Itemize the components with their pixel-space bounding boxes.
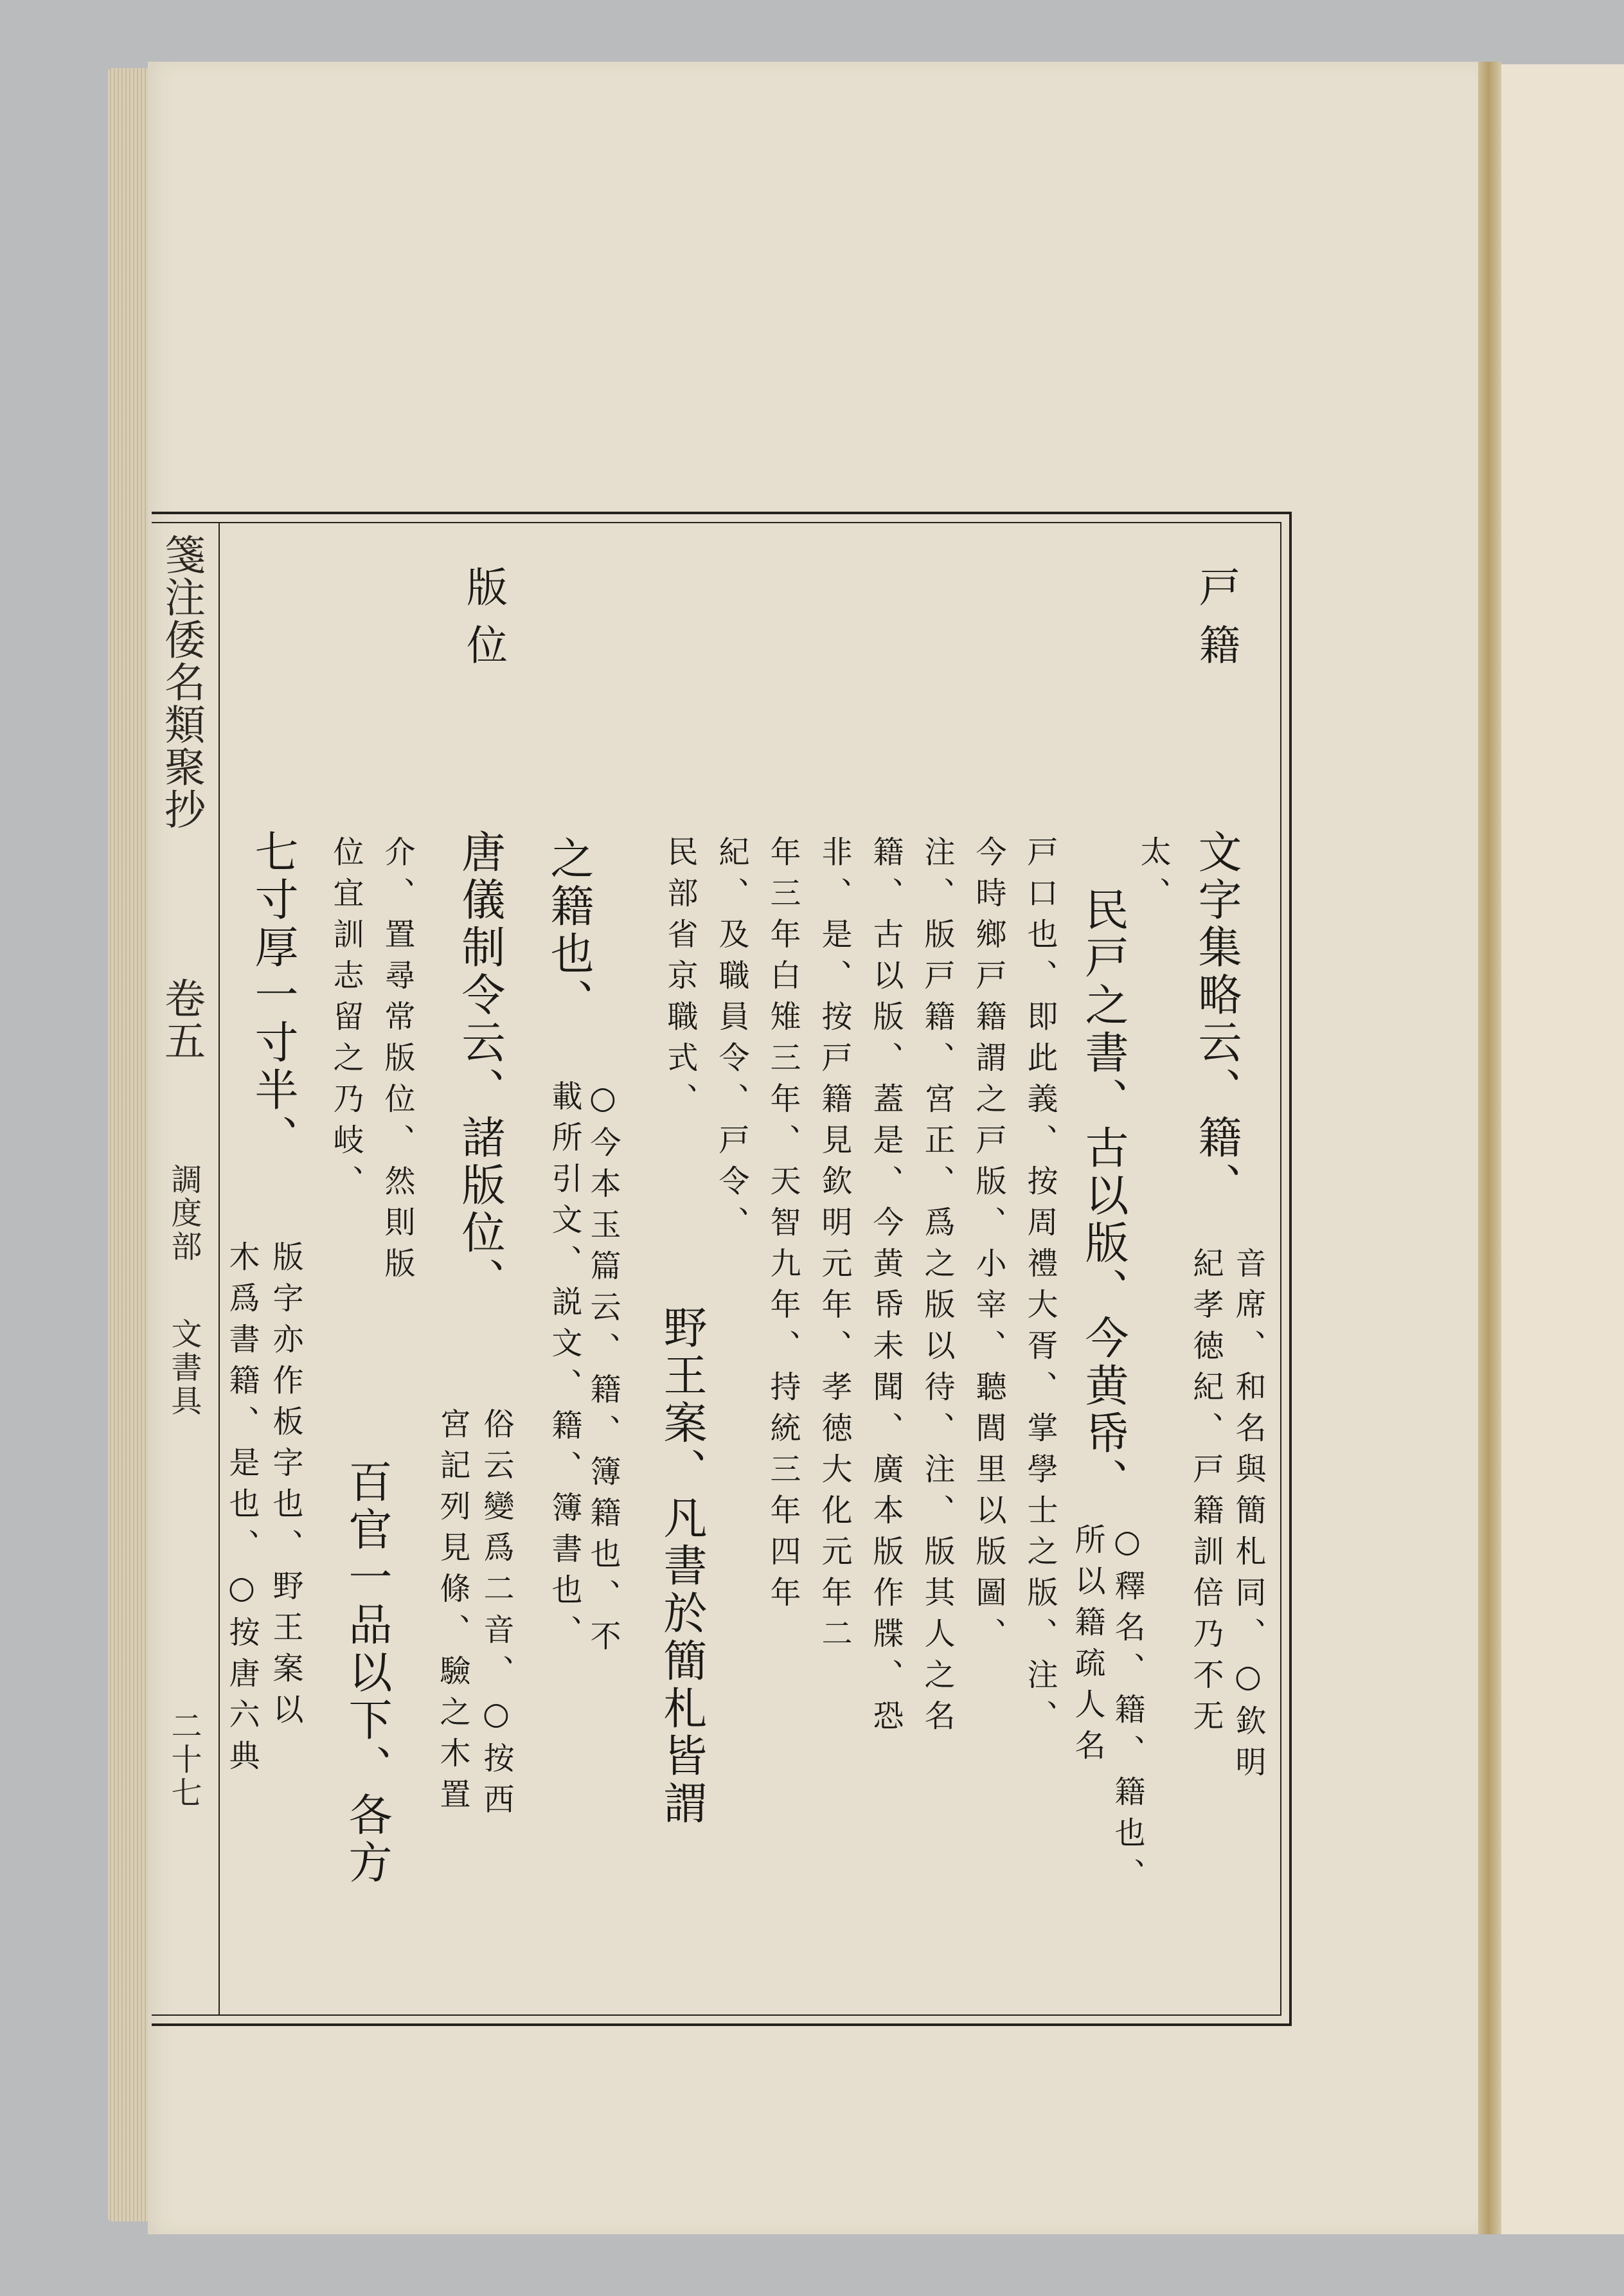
entry-note-column: 紀孝徳紀、戸籍訓倍乃不无: [1188, 1247, 1224, 1741]
facing-page: [1501, 64, 1624, 2234]
entry-column: 之籍也、: [543, 836, 594, 1026]
entry-note-column: 非、是、按戸籍見欽明元年、孝徳大化元年二: [816, 836, 852, 1658]
section-label: 調度部: [166, 1163, 202, 1264]
entry-column: 百官一品以下、各方: [341, 1459, 392, 1887]
margin-rule: [219, 522, 220, 2016]
entry-note-column: 紀、及職員令、戸令、: [713, 836, 749, 1247]
entry-column: 七寸厚一寸半、: [247, 829, 298, 1162]
entry-note-column: 音席、和名與簡札同、○欽明: [1230, 1247, 1266, 1787]
entry-column: 野王案、凡書於簡札皆謂: [656, 1305, 707, 1828]
entry-column: 文字集略云、籍、: [1191, 829, 1242, 1210]
entry-note-column: 宮記列見條、驗之木置: [434, 1408, 470, 1819]
entry-note-column: 民部省京職式、: [662, 836, 698, 1124]
entry-note-column: 今時鄉戸籍謂之戸版、小宰、聽閭里以版圖、: [970, 836, 1006, 1658]
entry-note-column: 太、: [1135, 836, 1171, 918]
book-gutter: [1478, 62, 1501, 2234]
entry-note-column: 載所引文、説文、籍、簿書也、: [546, 1080, 582, 1656]
entry-note-column: 注、版戸籍、宮正、爲之版以待、注、版其人之名: [919, 836, 955, 1741]
entry-note-column: 俗云變爲二音、○按西: [478, 1408, 514, 1824]
entry-note-column: 所以籍疏人名: [1069, 1523, 1105, 1770]
entry-column: 唐儀制令云、諸版位、: [454, 829, 505, 1305]
page-number: 二十七: [166, 1710, 202, 1810]
entry-note-column: 戸口也、即此義、按周禮大胥、掌學士之版、注、: [1022, 836, 1058, 1741]
entry-note-column: 木爲書籍、是也、○按唐六典: [224, 1241, 260, 1780]
entry-heading: 版位: [460, 566, 507, 681]
subsection-label: 文書具: [166, 1318, 202, 1418]
entry-note-column: ○釋名、籍、籍也、: [1109, 1523, 1145, 1899]
entry-note-column: 位宜訓志留之乃岐、: [328, 836, 364, 1206]
entry-note-column: ○今本玉篇云、籍、簿籍也、不: [585, 1080, 621, 1661]
volume-label: 卷五: [157, 977, 205, 1062]
entry-heading: 戸籍: [1192, 566, 1240, 681]
entry-note-column: 介、置尋常版位、然則版: [379, 836, 415, 1288]
entry-note-column: 年三年白雉三年、天智九年、持統三年四年: [765, 836, 801, 1617]
entry-column: 民戸之書、古以版、今黄帋、: [1078, 887, 1129, 1505]
book-title: 箋注倭名類聚抄: [157, 534, 205, 830]
entry-note-column: 版字亦作板字也、野王案以: [267, 1241, 303, 1734]
entry-note-column: 籍、古以版、蓋是、今黄帋未聞、廣本版作牒、恐: [868, 836, 904, 1741]
